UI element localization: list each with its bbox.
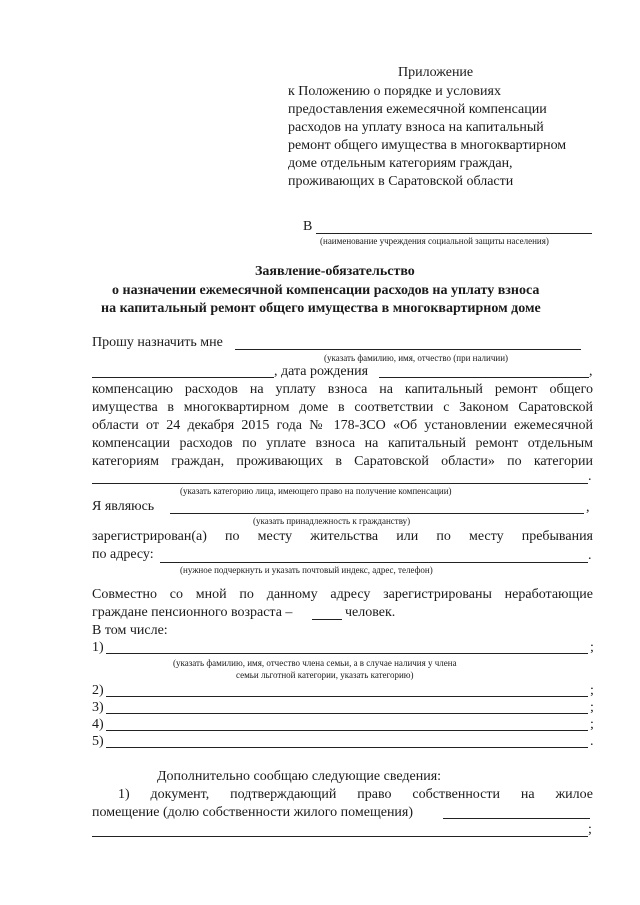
recipient-field[interactable] [316, 233, 592, 234]
heading-line-3: на капитальный ремонт общего имущества в многоквартирном доме [101, 301, 541, 316]
body-line-4: компенсации расходов по уплате взноса на капитальный ремонт отдельным [92, 436, 593, 451]
member-caption-1: (указать фамилию, имя, отчество члена семьи, а в случае наличия у члена [173, 658, 457, 668]
additional-intro: Дополнительно сообщаю следующие сведения: [157, 769, 442, 784]
citizenship-field[interactable] [170, 513, 584, 514]
member-field-2[interactable] [106, 696, 588, 697]
recipient-prefix: В [303, 219, 313, 234]
name-field-continued[interactable] [92, 377, 274, 378]
member-field-4[interactable] [106, 730, 588, 731]
cohab-line-1: Совместно со мной по данному адресу зарегистрированы неработающие [92, 587, 593, 602]
member-field-1[interactable] [106, 653, 588, 654]
appendix-line-5: доме отдельным категориям граждан, [288, 156, 513, 171]
address-caption: (нужное подчеркнуть и указать почтовый индекс, адрес, телефон) [180, 565, 433, 575]
address-label: по адресу: [92, 547, 154, 562]
citizen-comma: , [586, 500, 590, 515]
registered-line: зарегистрирован(а) по месту жительства или по месту пребывания [92, 529, 593, 544]
cohab-count-field[interactable] [312, 619, 342, 620]
citizen-label: Я являюсь [92, 499, 155, 514]
member-caption-2: семьи льготной категории, указать категорию) [236, 670, 414, 680]
member-end-1: ; [590, 640, 594, 655]
body-line-3: области от 24 декабря 2015 года № 178-ЗСО «Об установлении ежемесячной [92, 418, 593, 433]
appendix-line-2: предоставления ежемесячной компенсации [288, 102, 547, 117]
heading-title: Заявление-обязательство [255, 264, 415, 279]
name-caption: (указать фамилию, имя, отчество (при наличии) [324, 353, 509, 363]
category-field[interactable] [92, 483, 588, 484]
request-label: Прошу назначить мне [92, 335, 223, 350]
member-end-2: ; [590, 683, 594, 698]
member-num-5: 5) [92, 734, 104, 749]
including-label: В том числе: [92, 623, 168, 638]
member-field-3[interactable] [106, 713, 588, 714]
body-line-5: категориям граждан, проживающих в Саратовской области» по категории [92, 454, 593, 469]
appendix-title: Приложение [398, 65, 474, 80]
member-num-2: 2) [92, 683, 104, 698]
body-line-2: имущества в многоквартирном доме в соответствии с Законом Саратовской [92, 400, 593, 415]
address-period: . [588, 548, 592, 563]
category-period: . [588, 469, 592, 484]
member-num-1: 1) [92, 640, 104, 655]
ownership-semicolon: ; [588, 822, 592, 837]
recipient-caption: (наименование учреждения социальной защиты населения) [320, 236, 549, 246]
heading-line-2: о назначении ежемесячной компенсации расходов на уплату взноса [112, 283, 540, 298]
cohab-line-2-pre: граждане пенсионного возраста – [92, 605, 293, 620]
birth-label: , дата рождения [274, 364, 369, 379]
citizen-caption: (указать принадлежность к гражданству) [253, 516, 411, 526]
body-line-1: компенсацию расходов на уплату взноса на капитальный ремонт общего [92, 382, 593, 397]
member-field-5[interactable] [106, 747, 588, 748]
ownership-doc-field[interactable] [443, 818, 590, 819]
additional-item-1-line-1: 1) документ, подтверждающий право собственности на жилое [118, 787, 593, 802]
appendix-line-1: к Положению о порядке и условиях [288, 84, 501, 99]
appendix-line-6: проживающих в Саратовской области [288, 174, 514, 189]
additional-item-1-line-2: помещение (долю собственности жилого помещения) [92, 805, 414, 820]
member-end-4: ; [590, 717, 594, 732]
birth-comma: , [589, 364, 593, 379]
category-caption: (указать категорию лица, имеющего право на получение компенсации) [180, 486, 452, 496]
cohab-line-2-post: человек. [345, 605, 396, 620]
member-num-3: 3) [92, 700, 104, 715]
address-field[interactable] [160, 562, 588, 563]
birth-date-field[interactable] [379, 377, 589, 378]
appendix-line-4: ремонт общего имущества в многоквартирном [288, 138, 567, 153]
member-end-3: ; [590, 700, 594, 715]
appendix-line-3: расходов на уплату взноса на капитальный [288, 120, 544, 135]
member-num-4: 4) [92, 717, 104, 732]
ownership-doc-field-continued[interactable] [92, 836, 588, 837]
name-field[interactable] [235, 349, 581, 350]
member-end-5: . [590, 734, 594, 749]
